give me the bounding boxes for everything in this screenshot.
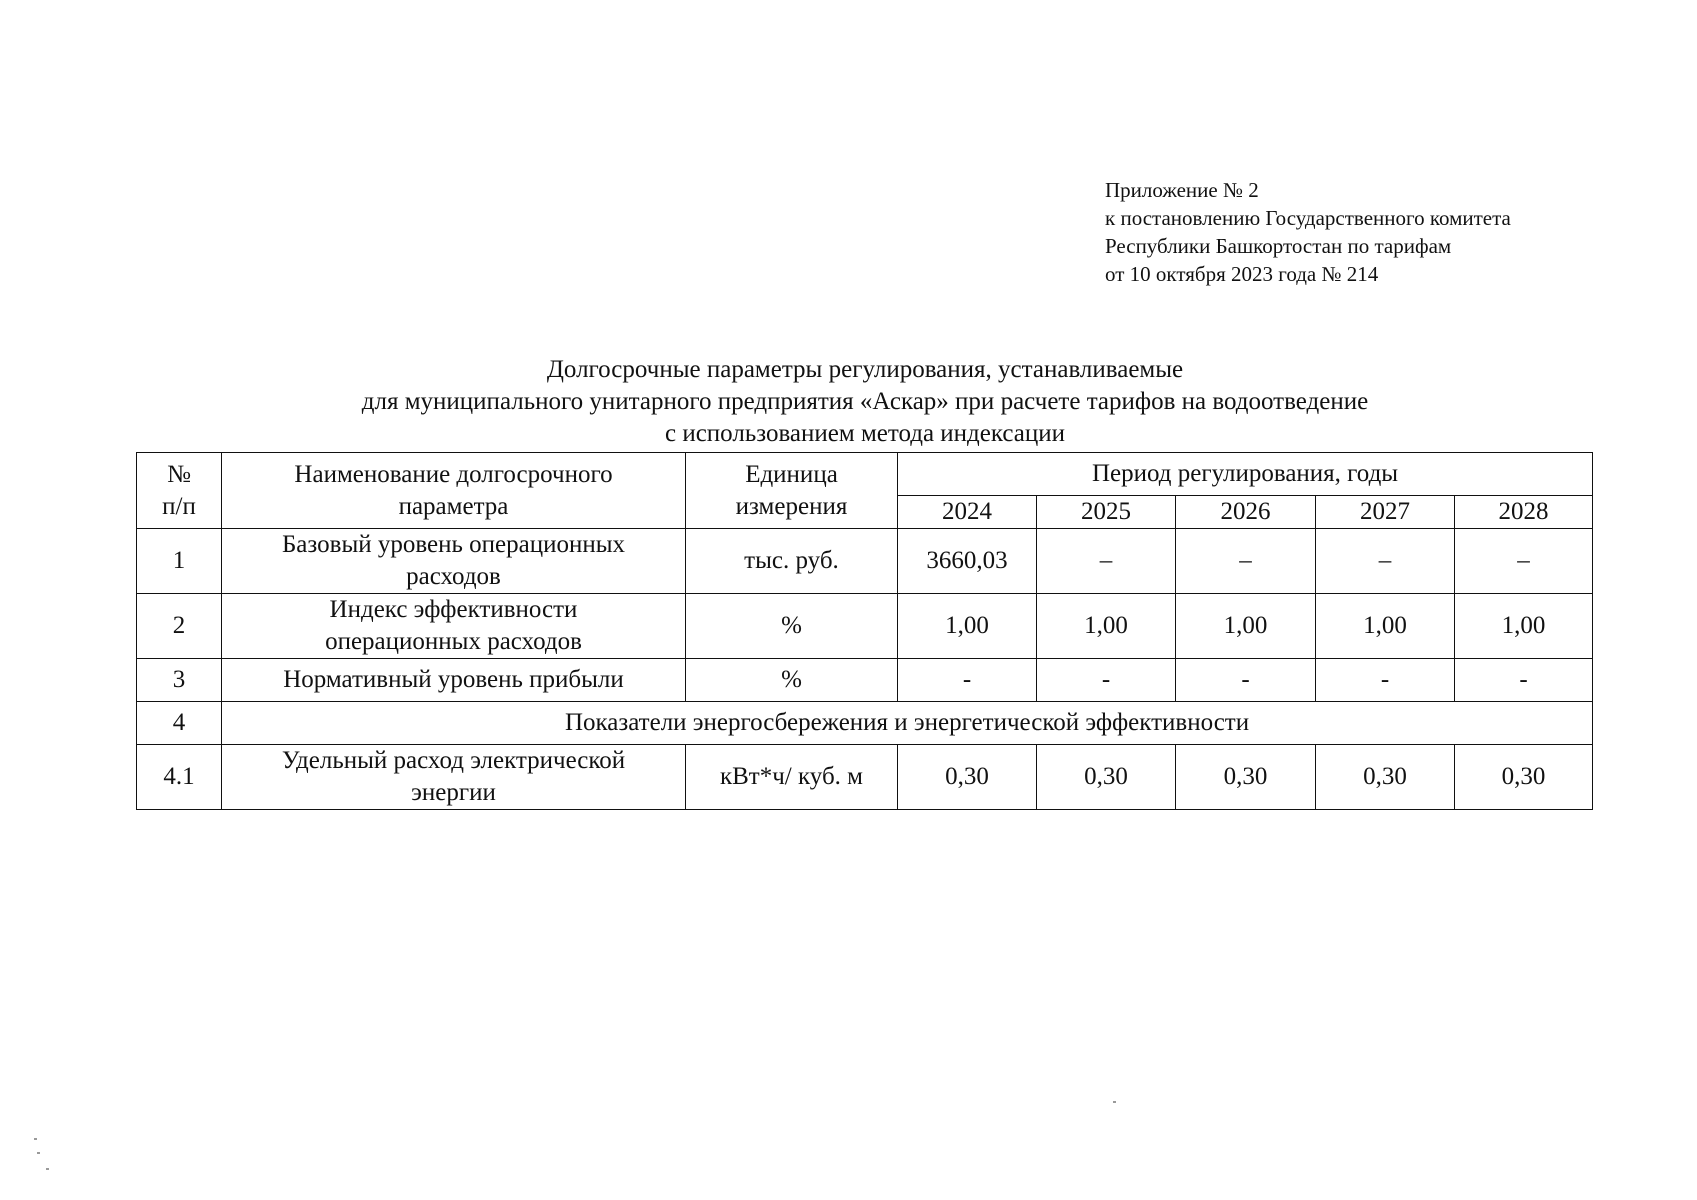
value-2026: 1,00 — [1176, 594, 1316, 659]
row-unit: % — [686, 659, 898, 702]
value-2024: 0,30 — [898, 745, 1037, 810]
row-name-line2: расходов — [406, 563, 501, 590]
document-title — [130, 354, 1600, 450]
row-name-line2: энергии — [411, 779, 496, 806]
row-unit: % — [686, 594, 898, 659]
row-unit: тыс. руб. — [686, 529, 898, 594]
scan-speck — [1113, 1101, 1116, 1103]
year-2026: 2026 — [1176, 496, 1316, 529]
header-unit-line1: Единица — [745, 460, 838, 488]
year-2028: 2028 — [1455, 496, 1593, 529]
title-line-1: Долгосрочные параметры регулирования, устанавливаемые — [546, 356, 1184, 383]
table-row — [137, 529, 1593, 594]
title-line-3: с использованием метода индексации — [664, 420, 1066, 447]
appendix-date: от 10 октября 2023 года № 214 — [1105, 262, 1379, 286]
parameters-table — [136, 452, 1593, 810]
value-2024: 1,00 — [898, 594, 1037, 659]
header-num-line2: п/п — [162, 492, 196, 520]
row-name: Нормативный уровень прибыли — [222, 659, 686, 702]
year-2025: 2025 — [1037, 496, 1176, 529]
value-2027: - — [1316, 659, 1455, 702]
value-2024: - — [898, 659, 1037, 702]
row-unit: кВт*ч/ куб. м — [686, 745, 898, 810]
row-name — [222, 745, 686, 810]
row-name-line2: операционных расходов — [325, 628, 582, 655]
row-name-line1: Базовый уровень операционных — [281, 531, 626, 558]
value-2026: - — [1176, 659, 1316, 702]
value-2025: – — [1037, 529, 1176, 594]
value-2026: – — [1176, 529, 1316, 594]
table-section-row — [137, 702, 1593, 745]
header-name — [222, 453, 686, 529]
value-2027: 0,30 — [1316, 745, 1455, 810]
value-2027: 1,00 — [1316, 594, 1455, 659]
table-row — [137, 745, 1593, 810]
appendix-resolution: к постановлению Государственного комитета — [1105, 206, 1511, 230]
header-row — [137, 453, 1593, 496]
row-num: 4.1 — [137, 745, 222, 810]
row-name — [222, 594, 686, 659]
value-2025: 0,30 — [1037, 745, 1176, 810]
value-2028: 0,30 — [1455, 745, 1593, 810]
value-2027: – — [1316, 529, 1455, 594]
row-num: 1 — [137, 529, 222, 594]
value-2025: - — [1037, 659, 1176, 702]
table-row — [137, 594, 1593, 659]
scan-speck — [34, 1138, 37, 1140]
row-num: 4 — [137, 702, 222, 745]
header-unit — [686, 453, 898, 529]
row-name-line1: Удельный расход электрической — [281, 747, 626, 774]
scan-speck — [37, 1152, 40, 1154]
section-title: Показатели энергосбережения и энергетической эффективности — [222, 702, 1593, 745]
row-name-line1: Индекс эффективности — [329, 596, 578, 623]
scan-speck — [46, 1168, 49, 1170]
header-unit-line2: измерения — [735, 492, 848, 520]
title-line-2: для муниципального унитарного предприятия «Аскар» при расчете тарифов на водоотведение — [361, 388, 1369, 415]
header-num — [137, 453, 222, 529]
value-2028: - — [1455, 659, 1593, 702]
appendix-number: Приложение № 2 — [1105, 178, 1259, 202]
table-row — [137, 659, 1593, 702]
header-num-line1: № — [167, 460, 191, 488]
row-num: 3 — [137, 659, 222, 702]
appendix-committee: Республики Башкортостан по тарифам — [1105, 234, 1452, 258]
value-2024: 3660,03 — [898, 529, 1037, 594]
header-period: Период регулирования, годы — [898, 453, 1593, 496]
value-2026: 0,30 — [1176, 745, 1316, 810]
value-2025: 1,00 — [1037, 594, 1176, 659]
header-name-line1: Наименование долгосрочного — [294, 460, 613, 488]
appendix-block — [1105, 176, 1511, 288]
row-num: 2 — [137, 594, 222, 659]
row-name — [222, 529, 686, 594]
header-name-line2: параметра — [398, 492, 509, 520]
year-2024: 2024 — [898, 496, 1037, 529]
year-2027: 2027 — [1316, 496, 1455, 529]
value-2028: – — [1455, 529, 1593, 594]
value-2028: 1,00 — [1455, 594, 1593, 659]
